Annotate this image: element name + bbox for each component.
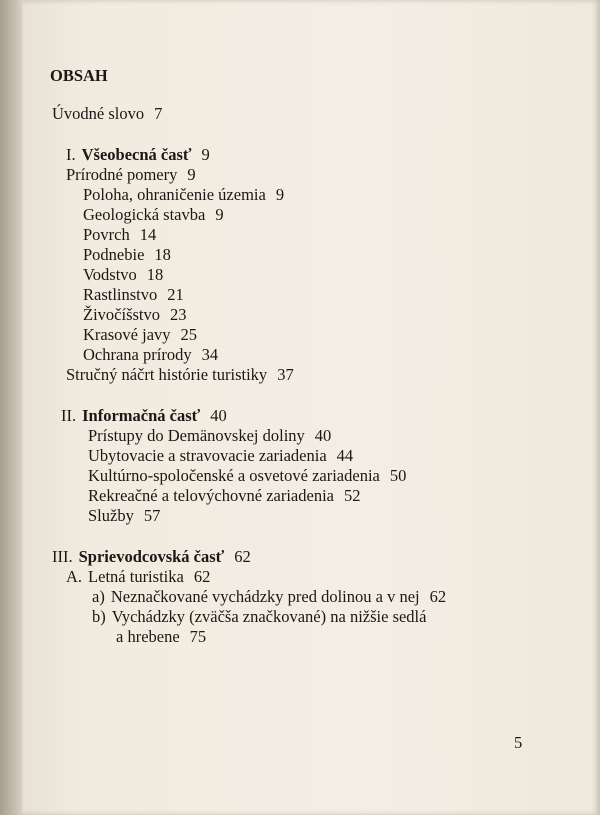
toc-entry <box>66 567 210 587</box>
toc-entry <box>83 205 224 225</box>
toc-entry-page: 9 <box>275 185 285 204</box>
toc-entry-page: 7 <box>154 104 163 123</box>
toc-entry-text: a hrebene <box>116 627 180 646</box>
toc-entry-page: 40 <box>210 406 227 425</box>
toc-entry <box>66 365 294 385</box>
toc-entry-number: a) <box>92 587 105 606</box>
toc-entry-page: 34 <box>201 345 219 364</box>
toc-entry-text: Poloha, ohraničenie územia <box>83 185 266 204</box>
toc-entry-page: 75 <box>189 627 207 646</box>
toc-entry-page: 40 <box>314 426 332 445</box>
toc-entry-text: Geologická stavba <box>83 205 206 224</box>
toc-entry-text: Živočíšstvo <box>83 305 160 324</box>
toc-entry-page: 9 <box>187 165 196 184</box>
toc-entry-text: Informačná časť <box>82 406 201 425</box>
toc-entry-number: II. <box>61 406 77 425</box>
toc-entry <box>83 345 218 365</box>
toc-entry-text: Ochrana prírody <box>83 345 192 364</box>
toc-entry-page: 18 <box>154 245 171 264</box>
toc-entry-page: 44 <box>336 446 354 465</box>
toc-entry <box>88 506 160 526</box>
toc-entry-text: Neznačkované vychádzky pred dolinou a v nej <box>110 587 420 606</box>
toc-entry <box>88 426 331 446</box>
toc-entry <box>88 486 361 506</box>
page-number: 5 <box>514 733 523 752</box>
toc-entry-page: 62 <box>429 587 447 606</box>
toc-entry-text: Úvodné slovo <box>52 104 145 123</box>
toc-entry-number: III. <box>52 547 73 566</box>
toc-entry <box>66 145 210 165</box>
toc-entry-text: Krasové javy <box>83 325 171 344</box>
toc-entry <box>83 325 197 345</box>
toc-entry <box>83 185 284 205</box>
toc-entry-page: 18 <box>146 265 164 284</box>
toc-entry <box>83 305 187 325</box>
toc-entry-text: Letná turistika <box>88 567 184 586</box>
toc-entry-text: Ubytovacie a stravovacie zariadenia <box>88 446 327 465</box>
toc-entry-page: 9 <box>215 205 224 224</box>
toc-entry <box>66 165 196 185</box>
toc-entry <box>61 406 227 426</box>
toc-entry <box>88 466 406 486</box>
toc-entry <box>52 104 162 124</box>
toc-entry-page: 52 <box>344 486 361 505</box>
toc-entry <box>83 285 184 305</box>
toc-entry-text: Povrch <box>83 225 130 244</box>
toc-entry-page: 50 <box>389 466 407 485</box>
toc-entry <box>92 607 426 627</box>
toc-entry-page: 21 <box>167 285 184 304</box>
toc-entry-text: Stručný náčrt histórie turistiky <box>66 365 268 384</box>
toc-entry-text: Vychádzky (zväčša značkované) na nižšie sedlá <box>111 607 427 626</box>
toc-entry-number: I. <box>66 145 76 164</box>
toc-entry-text: Rekreačné a telovýchovné zariadenia <box>88 486 334 505</box>
toc-entry-text: Prírodné pomery <box>66 165 178 184</box>
toc-entry-page: 37 <box>277 365 294 384</box>
toc-entry-text: Služby <box>88 506 134 525</box>
toc-entry-page: 23 <box>170 305 187 324</box>
toc-entry-page: 62 <box>193 567 211 586</box>
toc-entry <box>83 245 171 265</box>
toc-entry-text: Prístupy do Demänovskej doliny <box>88 426 305 445</box>
toc-entry <box>83 265 163 285</box>
toc-entry-number: A. <box>66 567 83 586</box>
toc-entry-text: Kultúrno-spoločenské a osvetové zariadenia <box>88 466 380 485</box>
toc-entry-page: 9 <box>201 145 210 164</box>
toc-entry <box>52 547 251 567</box>
toc-entry-text: Podnebie <box>83 245 145 264</box>
toc-entry <box>83 225 156 245</box>
toc-entry-page: 14 <box>139 225 157 244</box>
toc-entry <box>116 627 206 647</box>
toc-entry-text: Vodstvo <box>83 265 137 284</box>
toc-entry <box>92 587 446 607</box>
toc-entry-number: b) <box>92 607 106 626</box>
toc-entry-text: Sprievodcovská časť <box>78 547 225 566</box>
toc-entry-page: 25 <box>180 325 198 344</box>
toc-entry-text: Rastlinstvo <box>83 285 158 304</box>
toc-entry <box>88 446 353 466</box>
toc-entry-page: 62 <box>234 547 251 566</box>
toc-entry-page: 57 <box>143 506 161 525</box>
toc-entry-text: Všeobecná časť <box>81 145 192 164</box>
toc-title: OBSAH <box>50 66 108 85</box>
